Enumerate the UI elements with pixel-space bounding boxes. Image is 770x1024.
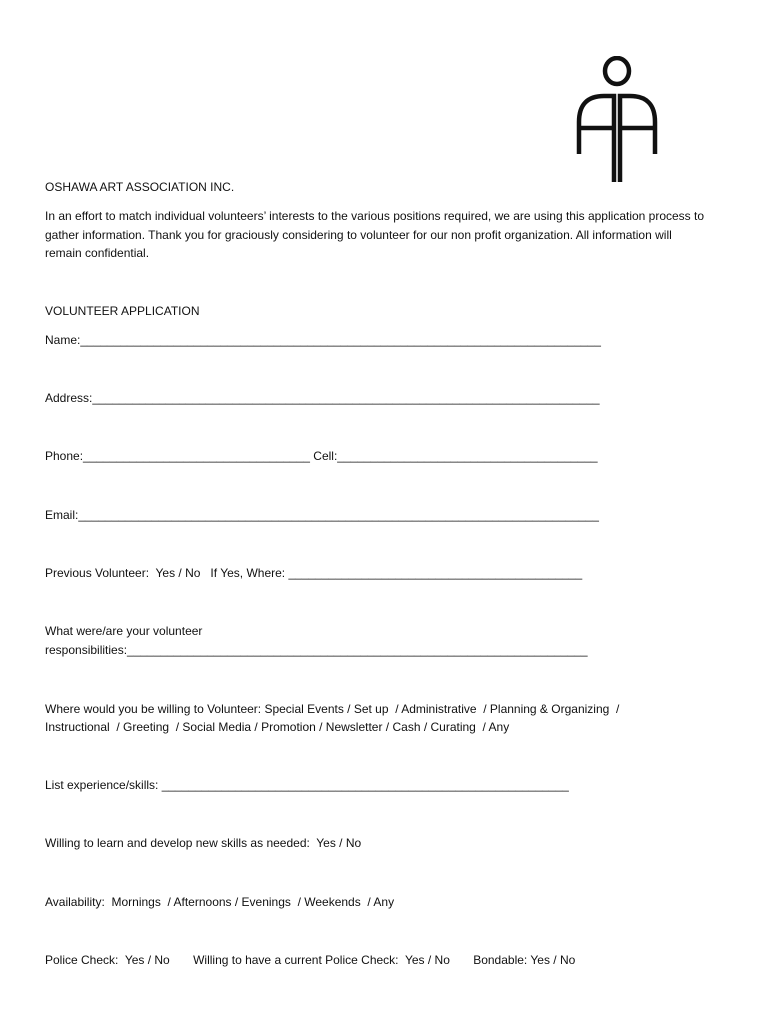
intro-paragraph: In an effort to match individual volunteers’ interests to the various positions required, we are using this application process to gather information. Thank you for graciously considering to volunteer for our non profit organization. All information will remain confidential. xyxy=(45,209,705,260)
volunteer-areas-line-1[interactable]: Where would you be willing to Volunteer: Special Events / Set up / Administrative / Planning & Organizing / xyxy=(45,702,620,716)
skills-field[interactable]: List experience/skills: _____________________________________________________________ xyxy=(45,778,569,792)
form-title: VOLUNTEER APPLICATION xyxy=(45,304,200,318)
previous-volunteer-field[interactable]: Previous Volunteer: Yes / No If Yes, Where: ____________________________________________ xyxy=(45,566,583,580)
responsibilities-label: What were/are your volunteer xyxy=(45,624,203,638)
address-field[interactable]: Address:____________________________________________________________________________ xyxy=(45,391,600,405)
police-check-question[interactable]: Police Check: Yes / No Willing to have a current Police Check: Yes / No Bondable: Yes / No xyxy=(45,953,576,967)
responsibilities-field[interactable]: responsibilities:_____________________________________________________________________ xyxy=(45,643,588,657)
oshawa-art-association-logo xyxy=(574,56,660,184)
name-field[interactable]: Name:______________________________________________________________________________ xyxy=(45,333,601,347)
learn-new-skills-question[interactable]: Willing to learn and develop new skills as needed: Yes / No xyxy=(45,836,362,850)
volunteer-areas-line-2[interactable]: Instructional / Greeting / Social Media / Promotion / Newsletter / Cash / Curating / Any xyxy=(45,720,510,734)
organization-name: OSHAWA ART ASSOCIATION INC. xyxy=(45,180,235,194)
availability-question[interactable]: Availability: Mornings / Afternoons / Evenings / Weekends / Any xyxy=(45,895,395,909)
phone-cell-field[interactable]: Phone:__________________________________ Cell:_______________________________________ xyxy=(45,449,598,463)
email-field[interactable]: Email:______________________________________________________________________________ xyxy=(45,508,599,522)
